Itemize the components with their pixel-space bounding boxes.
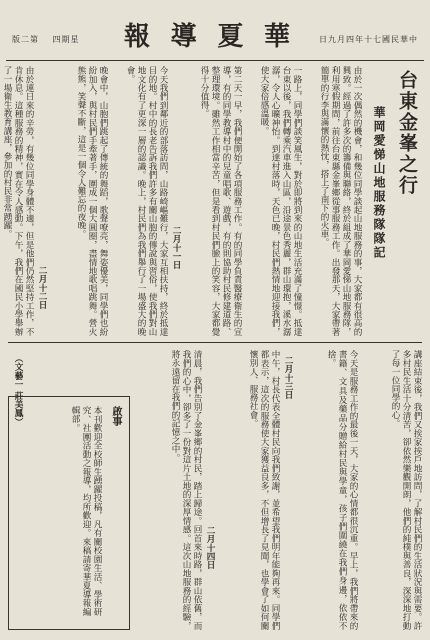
article-title: 台東金峯之行 — [396, 70, 418, 196]
masthead-char-3: 夏 — [217, 21, 248, 52]
date-feb-14: 二月十四日 — [205, 526, 215, 569]
article-column-4: 今天我們到鄰近的部落訪問，山路崎嶇難行，大家互相扶持，終於抵達目的地。村中的長老告訴我們許多有關山胞的傳說與習俗，使我們對山地文化有了更深一層的認識。晚上，村民們為我們舉行了一場盛大的晚會。 — [125, 66, 168, 336]
article-body — [2, 66, 422, 632]
author-signature: （文藝一 莊美鳳） — [13, 354, 23, 426]
article-column-2: 一路上，同學們談笑風生，對於即將到來的山地生活充滿了憧憬。抵達台東以後，我們轉乘汽車進入山區，沿途景色秀麗，群山環抱，溪水潺潺，令人心曠神怡。到達村落時，天色已晚，村民們熱情地迎接我們，使大家倍感溫暖。 — [259, 66, 302, 336]
header-left — [12, 34, 90, 45]
page-header — [6, 8, 424, 61]
article-column-9: 中午，村長代表全體村民向我們致謝，並希望我們明年能夠再來。同學們都表示，這次的服務使大家獲益良多，不但增長了見聞，也學會了如何關懷別人、服務社會。 — [248, 350, 280, 630]
tier-divider — [8, 342, 422, 343]
article-column-10: 清晨，我們告別了金峯鄉的村民，踏上歸途。回首來時路，群山依舊，而我們的心中，卻多了一份對這片土地的深厚情感。這次山地服務的經驗，將永遠留在我們的記憶之中。 — [170, 350, 202, 630]
article-column-5: 晚會中，山胞們跳起了傳統的舞蹈，歌聲嘹亮，舞姿優美，同學們也紛紛加入，與村民們手牽著手，圍成一個大圓圈，盡情地歌唱跳舞。營火熊熊，笑聲不斷，這是一個令人難忘的夜晚。 — [76, 66, 108, 336]
masthead-char-2: 導 — [170, 21, 201, 52]
publication-date: 日九月四年十七國民華中 — [319, 35, 418, 44]
date-feb-12: 二月十二日 — [37, 266, 47, 309]
article-column-8: 今天是服務工作的最後一天，大家的心情都很沉重。早上，我們將帶來的書籍、文具及藥品分贈給村民與學童，孩子們圍繞在我們身邊，依依不捨。 — [326, 350, 358, 630]
weekday: 四期星 — [52, 35, 80, 44]
date-feb-13: 二月十三日 — [283, 356, 293, 399]
notice-text: 本刊歡迎全校師生踴躍投稿，凡有關校園生活、學術研究、社團活動之報導，均所歡迎。來稿請寄華夏導報編輯部。 — [70, 406, 102, 616]
masthead-char-4: 華 — [263, 21, 294, 52]
masthead — [124, 12, 294, 56]
article-column-1: 由於一次偶然的機會，和幾位同學談起山地服務的事，大家都有很高的興致。經過了許多次的籌備與聯絡，終於組成了華岡愛悌山地服務隊，利用寒假期間，前往台東縣金峯鄉從事服務工作。出發那天，大家帶著簡單的行李與滿懷的熱忱，搭上了南下的火車。 — [319, 66, 362, 336]
article-subtitle: 華岡愛悌山地服務隊隊記 — [372, 106, 386, 260]
date-feb-11: 二月十一日 — [171, 226, 181, 269]
article-column-6: 由於連日來的辛勞，有幾位同學身體不適，但是他們仍然堅持工作，不肯休息。這種服務的精神，實在令人感動。下午，我們在國民小學舉辦了一場衛生教育講座，參加的村民非常踴躍。 — [2, 66, 34, 336]
article-column-3: 第二天一早，我們便開始了各項服務工作。有的同學負責醫療衛生的宣導，有的同學教導村中的兒童唱歌、遊戲，有的則協助村民修建道路、整理環境。雖然工作相當辛苦，但是看到村民們臉上的笑容，大家都覺得十分值得。 — [199, 66, 242, 336]
notice-title: 啟事 — [110, 406, 121, 426]
masthead-char-1: 報 — [124, 21, 155, 52]
page-number: 版二第 — [12, 35, 39, 44]
article-column-7: 講座結束後，我們又挨家挨戶地訪問，了解村民們的生活狀況與需要。許多村民生活十分清苦，卻依然樂觀開朗，他們的純樸與善良，深深地打動了每一位同學的心。 — [390, 350, 422, 630]
